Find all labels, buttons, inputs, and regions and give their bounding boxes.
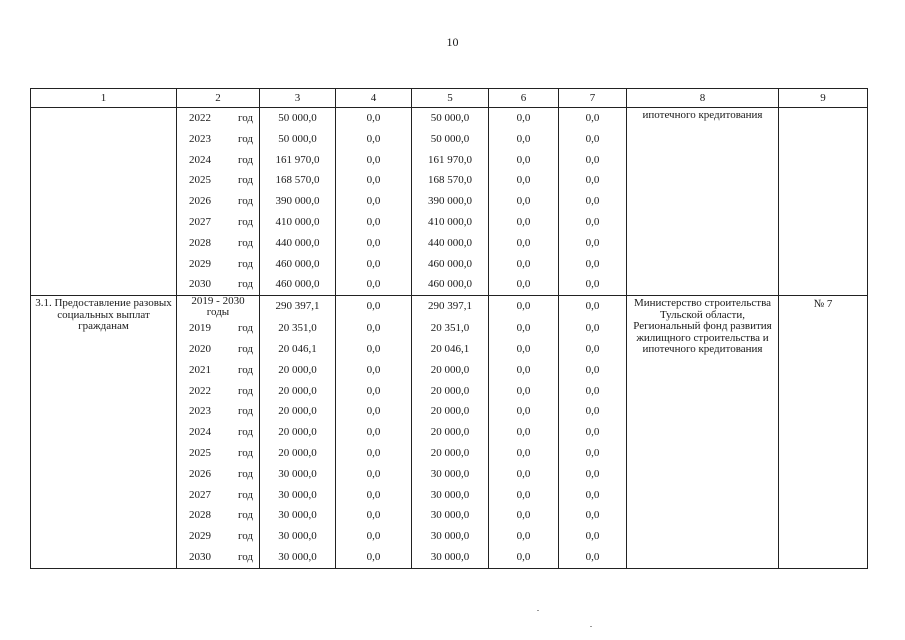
year-value: 2029 — [189, 257, 211, 270]
value-cell: 30 000,0 — [412, 547, 489, 568]
value-cell: 0,0 — [336, 401, 412, 422]
value-cell: 0,0 — [559, 212, 627, 233]
year-cell — [177, 191, 260, 212]
value-cell: 20 000,0 — [260, 401, 336, 422]
year-unit: год — [237, 195, 253, 208]
value-cell: 460 000,0 — [412, 254, 489, 275]
header-cell: 5 — [412, 89, 489, 108]
value-cell: 30 000,0 — [260, 485, 336, 506]
value-cell: 410 000,0 — [260, 212, 336, 233]
year-cell — [177, 233, 260, 254]
header-cell: 8 — [627, 89, 779, 108]
value-cell: 0,0 — [336, 170, 412, 191]
value-cell: 20 000,0 — [260, 381, 336, 402]
year-value: 2030 — [189, 550, 211, 563]
value-cell: 0,0 — [336, 464, 412, 485]
year-value: 2029 — [189, 530, 211, 543]
value-cell: 0,0 — [559, 129, 627, 150]
value-cell: 0,0 — [336, 233, 412, 254]
year-value: 2022 — [189, 384, 211, 397]
value-cell: 168 570,0 — [412, 170, 489, 191]
agency-cell: Министерство строительства Тульской области, Региональный фонд развития жилищного строительства и ипотечного кредитования — [627, 296, 779, 569]
year-cell — [177, 150, 260, 171]
value-cell: 0,0 — [489, 505, 559, 526]
value-cell: 0,0 — [336, 108, 412, 129]
value-cell: 0,0 — [489, 212, 559, 233]
value-cell: 20 351,0 — [260, 318, 336, 339]
value-cell: 0,0 — [489, 443, 559, 464]
value-cell: 0,0 — [336, 526, 412, 547]
value-cell: 30 000,0 — [412, 485, 489, 506]
value-cell: 0,0 — [336, 422, 412, 443]
year-value: 2025 — [189, 174, 211, 187]
value-cell: 30 000,0 — [260, 547, 336, 568]
year-unit: год — [237, 384, 253, 397]
value-cell: 0,0 — [489, 296, 559, 319]
page-number: 10 — [446, 35, 459, 49]
year-cell — [177, 360, 260, 381]
scan-speck — [537, 610, 539, 611]
table-row — [31, 108, 868, 129]
value-cell: 0,0 — [489, 150, 559, 171]
year-unit: год — [237, 363, 253, 376]
year-unit: год — [237, 509, 253, 522]
year-value: 2019 — [189, 322, 211, 335]
value-cell: 0,0 — [559, 360, 627, 381]
value-cell: 0,0 — [336, 360, 412, 381]
value-cell: 30 000,0 — [260, 464, 336, 485]
year-unit: год — [237, 405, 253, 418]
value-cell: 0,0 — [336, 318, 412, 339]
value-cell: 0,0 — [489, 129, 559, 150]
value-cell: 390 000,0 — [412, 191, 489, 212]
header-cell: 3 — [260, 89, 336, 108]
value-cell: 0,0 — [489, 547, 559, 568]
reference-cell: № 7 — [779, 296, 868, 569]
value-cell: 0,0 — [489, 170, 559, 191]
value-cell: 0,0 — [559, 526, 627, 547]
value-cell: 0,0 — [336, 296, 412, 319]
value-cell: 0,0 — [559, 381, 627, 402]
value-cell: 0,0 — [336, 547, 412, 568]
year-value: 2028 — [189, 236, 211, 249]
value-cell: 0,0 — [559, 318, 627, 339]
value-cell: 20 046,1 — [260, 339, 336, 360]
value-cell: 50 000,0 — [260, 129, 336, 150]
value-cell: 0,0 — [336, 212, 412, 233]
value-cell: 440 000,0 — [412, 233, 489, 254]
year-value: 2021 — [189, 363, 211, 376]
value-cell: 0,0 — [559, 296, 627, 319]
value-cell: 0,0 — [559, 191, 627, 212]
header-cell: 7 — [559, 89, 627, 108]
year-unit: год — [237, 322, 253, 335]
table-row — [31, 296, 868, 319]
year-unit: год — [237, 467, 253, 480]
value-cell: 168 570,0 — [260, 170, 336, 191]
value-cell: 20 000,0 — [412, 422, 489, 443]
year-value: 2030 — [189, 278, 211, 291]
value-cell: 161 970,0 — [412, 150, 489, 171]
year-unit: год — [237, 215, 253, 228]
value-cell: 30 000,0 — [260, 505, 336, 526]
value-cell: 0,0 — [489, 191, 559, 212]
value-cell: 0,0 — [559, 401, 627, 422]
value-cell: 30 000,0 — [412, 526, 489, 547]
value-cell: 30 000,0 — [412, 464, 489, 485]
value-cell: 290 397,1 — [412, 296, 489, 319]
header-cell: 1 — [31, 89, 177, 108]
year-value: 2023 — [189, 132, 211, 145]
value-cell: 161 970,0 — [260, 150, 336, 171]
year-unit: год — [237, 342, 253, 355]
value-cell: 0,0 — [559, 254, 627, 275]
year-unit: год — [237, 530, 253, 543]
year-unit: год — [237, 550, 253, 563]
year-cell — [177, 254, 260, 275]
year-value: 2024 — [189, 426, 211, 439]
value-cell: 0,0 — [336, 505, 412, 526]
header-cell: 4 — [336, 89, 412, 108]
value-cell: 50 000,0 — [260, 108, 336, 129]
value-cell: 0,0 — [559, 274, 627, 295]
value-cell: 0,0 — [336, 274, 412, 295]
value-cell: 20 000,0 — [412, 360, 489, 381]
scan-speck — [590, 626, 592, 627]
value-cell: 0,0 — [559, 339, 627, 360]
value-cell: 0,0 — [559, 170, 627, 191]
value-cell: 50 000,0 — [412, 129, 489, 150]
value-cell: 30 000,0 — [412, 505, 489, 526]
value-cell: 0,0 — [489, 422, 559, 443]
value-cell: 20 351,0 — [412, 318, 489, 339]
year-value: 2024 — [189, 153, 211, 166]
year-unit: год — [237, 153, 253, 166]
value-cell: 0,0 — [489, 318, 559, 339]
year-value: 2027 — [189, 215, 211, 228]
year-cell — [177, 464, 260, 485]
value-cell: 0,0 — [336, 339, 412, 360]
value-cell: 0,0 — [489, 381, 559, 402]
year-range-cell: 2019 - 2030 годы — [177, 296, 260, 319]
value-cell: 0,0 — [559, 505, 627, 526]
year-unit: год — [237, 112, 253, 124]
year-unit: год — [237, 236, 253, 249]
header-cell: 9 — [779, 89, 868, 108]
value-cell: 0,0 — [489, 401, 559, 422]
header-cell: 6 — [489, 89, 559, 108]
value-cell: 460 000,0 — [260, 254, 336, 275]
year-value: 2020 — [189, 342, 211, 355]
year-cell — [177, 381, 260, 402]
value-cell: 20 000,0 — [260, 443, 336, 464]
value-cell: 290 397,1 — [260, 296, 336, 319]
value-cell: 0,0 — [489, 485, 559, 506]
year-cell — [177, 485, 260, 506]
value-cell: 30 000,0 — [260, 526, 336, 547]
value-cell: 50 000,0 — [412, 108, 489, 129]
value-cell: 0,0 — [489, 254, 559, 275]
year-cell — [177, 129, 260, 150]
measure-cell: 3.1. Предоставление разовых социальных выплат гражданам — [31, 296, 177, 569]
value-cell: 460 000,0 — [260, 274, 336, 295]
year-cell — [177, 318, 260, 339]
value-cell: 0,0 — [336, 443, 412, 464]
measure-cell — [31, 108, 177, 296]
value-cell: 0,0 — [336, 191, 412, 212]
value-cell: 0,0 — [559, 485, 627, 506]
year-cell — [177, 108, 260, 129]
value-cell: 0,0 — [559, 233, 627, 254]
value-cell: 20 000,0 — [412, 443, 489, 464]
value-cell: 0,0 — [559, 464, 627, 485]
value-cell: 0,0 — [489, 339, 559, 360]
year-value: 2026 — [189, 195, 211, 208]
value-cell: 20 000,0 — [260, 422, 336, 443]
year-cell — [177, 505, 260, 526]
value-cell: 460 000,0 — [412, 274, 489, 295]
value-cell: 0,0 — [336, 129, 412, 150]
year-value: 2025 — [189, 446, 211, 459]
year-value: 2027 — [189, 488, 211, 501]
agency-cell: ипотечного кредитования — [627, 108, 779, 296]
year-value: 2028 — [189, 509, 211, 522]
value-cell: 410 000,0 — [412, 212, 489, 233]
header-cell: 2 — [177, 89, 260, 108]
value-cell: 0,0 — [559, 150, 627, 171]
value-cell: 20 046,1 — [412, 339, 489, 360]
budget-table — [30, 88, 868, 569]
value-cell: 0,0 — [559, 422, 627, 443]
year-cell — [177, 170, 260, 191]
year-unit: год — [237, 257, 253, 270]
year-cell — [177, 526, 260, 547]
value-cell: 0,0 — [489, 108, 559, 129]
year-unit: год — [237, 278, 253, 291]
value-cell: 0,0 — [559, 547, 627, 568]
value-cell: 0,0 — [336, 485, 412, 506]
year-cell — [177, 339, 260, 360]
year-value: 2026 — [189, 467, 211, 480]
year-value: 2022 — [189, 112, 211, 124]
value-cell: 0,0 — [559, 443, 627, 464]
value-cell: 390 000,0 — [260, 191, 336, 212]
year-unit: год — [237, 132, 253, 145]
reference-cell — [779, 108, 868, 296]
year-cell — [177, 547, 260, 568]
year-cell — [177, 401, 260, 422]
value-cell: 0,0 — [336, 150, 412, 171]
value-cell: 0,0 — [336, 381, 412, 402]
value-cell: 0,0 — [489, 274, 559, 295]
value-cell: 20 000,0 — [260, 360, 336, 381]
year-unit: год — [237, 174, 253, 187]
value-cell: 20 000,0 — [412, 381, 489, 402]
value-cell: 0,0 — [489, 526, 559, 547]
year-unit: год — [237, 488, 253, 501]
value-cell: 0,0 — [559, 108, 627, 129]
value-cell: 440 000,0 — [260, 233, 336, 254]
year-cell — [177, 274, 260, 295]
year-cell — [177, 443, 260, 464]
year-cell — [177, 212, 260, 233]
year-value: 2023 — [189, 405, 211, 418]
value-cell: 0,0 — [489, 233, 559, 254]
header-row — [31, 89, 868, 108]
year-cell — [177, 422, 260, 443]
year-unit: год — [237, 446, 253, 459]
value-cell: 20 000,0 — [412, 401, 489, 422]
value-cell: 0,0 — [336, 254, 412, 275]
value-cell: 0,0 — [489, 360, 559, 381]
year-unit: год — [237, 426, 253, 439]
value-cell: 0,0 — [489, 464, 559, 485]
